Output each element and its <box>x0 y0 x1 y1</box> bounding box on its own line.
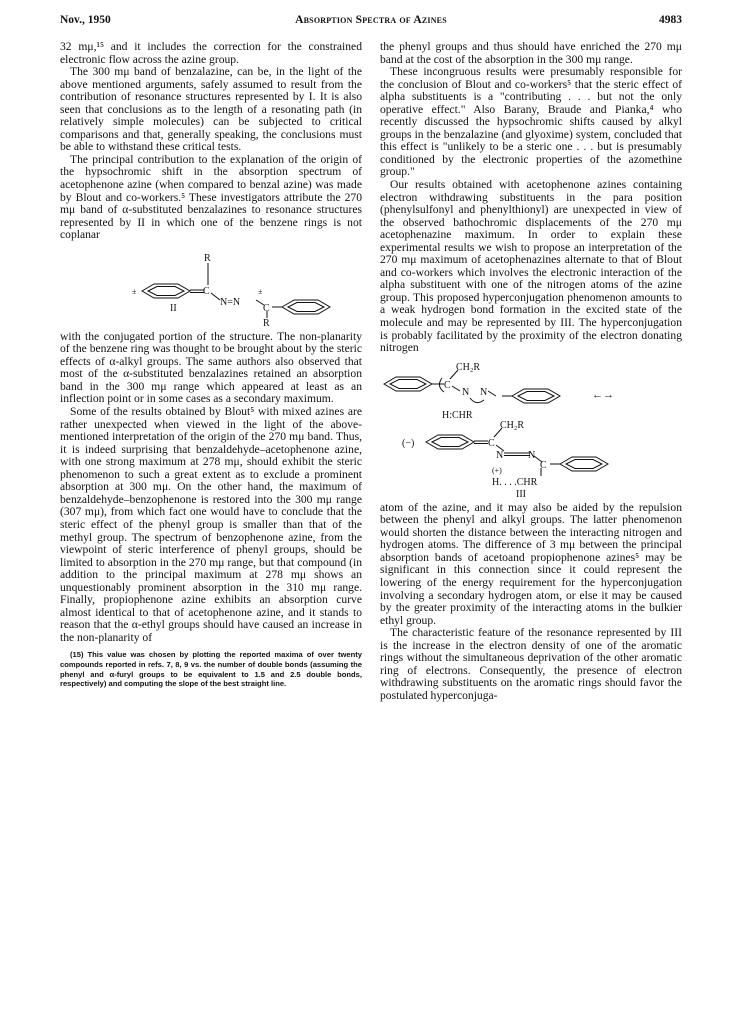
bottom-n1: N <box>496 449 504 461</box>
bottom-c2: C <box>540 459 547 471</box>
bottom-c: C <box>488 437 495 449</box>
charge-left: ± <box>132 286 137 296</box>
structure-label: II <box>170 302 177 314</box>
azo-group: N=N <box>220 296 241 308</box>
issue-date: Nov., 1950 <box>60 14 111 26</box>
left-column <box>60 41 362 689</box>
bottom-ch2r: CH₂R <box>500 419 525 431</box>
paragraph: 32 mμ,¹⁵ and it includes the correction for the constrained electronic flow across the azine group. <box>60 40 362 66</box>
page-number: 4983 <box>659 14 682 26</box>
top-hchr: H:CHR <box>442 409 473 421</box>
atom-c-right: C <box>263 302 270 314</box>
resonance-arrow: ←→ <box>592 388 614 401</box>
top-n1: N <box>462 386 470 398</box>
bottom-minus: (−) <box>402 437 415 449</box>
bottom-n2: N <box>528 449 536 461</box>
running-title: Absorption Spectra of Azines <box>295 14 447 26</box>
paragraph: Some of the results obtained by Blout⁵ with mixed azines are rather unexpected when viewed in the light of the above-mentioned interpretation of the origin of the 270 mμ band. Thus, it is indeed surprising that benzaldehyde–acetophenone azine, with one strong maximum at 278 mμ, should exhibit the steric phenomenon to such a great extent as to exclude a prominent absorption at 300 mμ. On the other hand, the maximum of benzaldehyde–benzophenone is restored into the 300 mμ range (307 mμ), from which fact one would have to conclude that the steric effect of the phenyl group is smaller than that of the methyl group. The spectrum of benzophenone azine, from the viewpoint of steric interference of phenyl groups, should be limited to absorption in the 270 mμ range, but that compound (in addition to the principal maximum at 278 mμ shows an unquestionably prominent absorption in the 310 mμ range. Finally, propiophenone azine exhibits an absorption curve almost identical to that of acetophenone azine, and it stands to reason that the α-ethyl groups should have caused an increase in the non-planarity of <box>60 405 362 644</box>
substituent-r-top: R <box>204 252 211 264</box>
top-c: C <box>444 379 451 391</box>
paragraph: atom of the azine, and it may also be aided by the repulsion between the phenyl and alkyl groups. The latter phenomenon would shorten the distance between the interacting nitrogen and hydrogen atoms. The difference of 3 mμ between the principal absorption bands of acetoand propiophenone azines⁵ may be significant in this connection since it could represent the lowering of the energy requirement for the hyperconjugation involving a secondary hydrogen atom, or else it may be caused by the greater proximity of the interacting atoms in the bulkier ethyl group. <box>380 500 682 627</box>
structure-II-figure <box>60 245 362 327</box>
atom-c-left: C <box>203 285 210 297</box>
paragraph: Our results obtained with acetophenone azines containing electron withdrawing substituents in the para position (phenylsulfonyl and phenylthionyl) are unexpected in view of the observed bathochromic displacements of the 270 mμ acetophenazine maximum. In order to explain these experimental results we wish to propose an interpretation of the 270 mμ maximum of acetophenazines alternate to that of Blout and co-workers which involves the electronic interaction of the alpha substituent with one of the nitrogen atoms of the azine group. This proposed hyperconjugation phenomenon amounts to a weak hydrogen bond formation in the excited state of the molecule and may be represented by III. The hyperconjugation is probably facilitated by the proximity of the electron donating nitrogen <box>380 178 682 355</box>
bottom-plus: (+) <box>492 465 502 475</box>
charge-right: ± <box>258 286 263 296</box>
structure-III-figure <box>380 358 682 498</box>
top-ch2r: CH₂R <box>456 361 481 373</box>
top-n2: N <box>480 386 488 398</box>
paragraph: The principal contribution to the explanation of the origin of the hypsochromic shift in the absorption spectrum of acetophenone azine (when compared to benzal azine) was made by Blout and co-workers.⁵ These investigators attribute the 270 mμ band of α-substituted benzalazines to resonance structures represented by II in which one of the benzene rings is not coplanar <box>60 152 362 242</box>
right-column <box>380 41 682 702</box>
substituent-r-bottom: R <box>263 317 270 327</box>
paragraph: The 300 mμ band of benzalazine, can be, in the light of the above mentioned arguments, safely assumed to result from the contribution of resonance structures represented by I. It is also seen that conclusions as to the length of a resonating path (in relatively simple molecules) can be subjected to critical comparisons and that, generally speaking, the conclusions must be able to withstand these critical tests. <box>60 65 362 154</box>
running-header <box>60 14 682 30</box>
structure-label: III <box>516 488 526 498</box>
paragraph: The characteristic feature of the resonance represented by III is the increase in the electron density of one of the aromatic rings without the simultaneous deprivation of the other aromatic ring of electrons. Consequently, the presence of electron withdrawing substituents on the aromatic rings should favor the postulated hyperconjuga- <box>380 626 682 702</box>
bottom-hchr: H. . . .CHR <box>492 476 538 488</box>
paragraph: the phenyl groups and thus should have enriched the 270 mμ band at the cost of the absorption in the 300 mμ range. <box>380 40 682 66</box>
paragraph: These incongruous results were presumably responsible for the conclusion of Blout and co-workers⁵ that the steric effect of alpha substituents is a "contributing . . . but not the only operative effect." Also Barany, Braude and Pianka,⁴ who recently discussed the hypsochromic shifts caused by alkyl groups in the benzalazine (and glyoxime) system, concluded that this effect is "unlikely to be a steric one . . . but is presumably conditioned by the electronic properties of the azomethine group." <box>380 65 682 179</box>
footnote: (15) This value was chosen by plotting the reported maxima of over twenty compounds reported in refs. 7, 8, 9 vs. the number of double bonds (assuming the phenyl and α-furyl groups to be equivalent to 1.5 and 2.5 double bonds, respectively) and computing the slope of the best straight line. <box>60 650 362 689</box>
paragraph: with the conjugated portion of the structure. The non-planarity of the benzene ring was thought to be brought about by the steric effects of α-alkyl groups. The same authors also observed that most of the α-substituted benzalazines retained an absorption band in the 300 mμ range which appeared at least as an inflection point or in some cases as a secondary maximum. <box>60 329 362 406</box>
